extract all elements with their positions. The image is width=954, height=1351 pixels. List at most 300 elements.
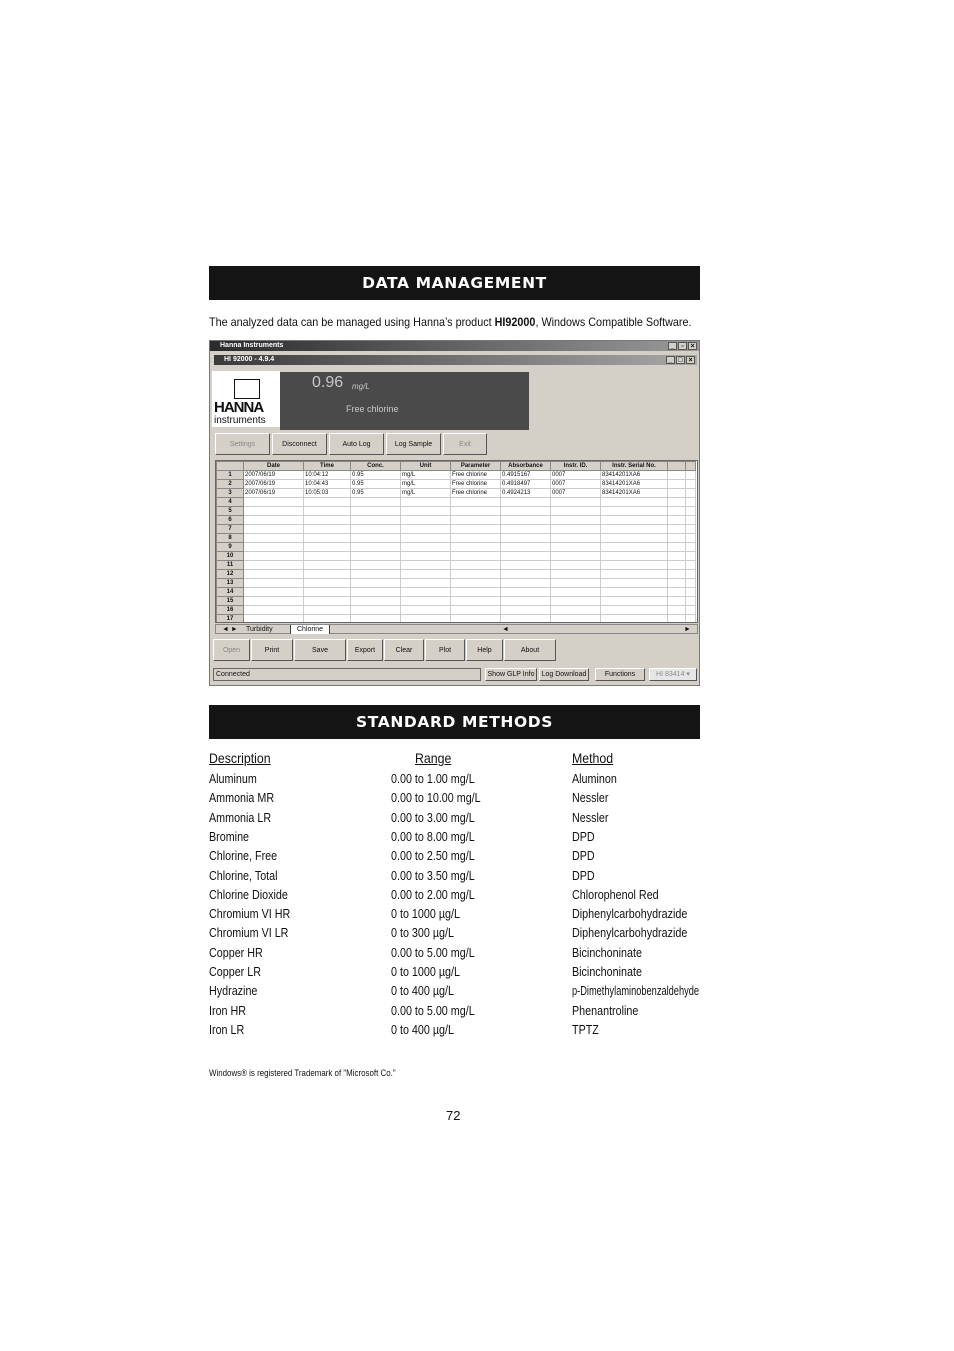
table-cell[interactable]: 2007/06/19 — [244, 480, 304, 489]
row-number: 9 — [217, 543, 244, 552]
table-cell[interactable] — [501, 615, 551, 624]
table-cell[interactable] — [551, 597, 601, 606]
table-cell[interactable] — [501, 579, 551, 588]
column-header[interactable]: Unit — [401, 462, 451, 471]
table-row[interactable] — [217, 507, 696, 516]
table-cell[interactable] — [501, 561, 551, 570]
table-cell[interactable] — [451, 552, 501, 561]
table-row[interactable] — [217, 534, 696, 543]
software-screenshot — [209, 340, 700, 686]
method-method: p-Dimethylaminobenzaldehyde — [572, 984, 700, 999]
table-cell[interactable] — [551, 606, 601, 615]
table-cell[interactable] — [401, 561, 451, 570]
about-button[interactable]: About — [504, 639, 556, 661]
log-download-button[interactable]: Log Download — [539, 668, 589, 681]
table-cell[interactable] — [351, 543, 401, 552]
table-cell[interactable]: 0007 — [551, 480, 601, 489]
table-cell[interactable] — [351, 597, 401, 606]
settings-button[interactable]: Settings — [215, 433, 270, 455]
table-cell[interactable]: 0.4915167 — [501, 471, 551, 480]
table-cell[interactable] — [501, 516, 551, 525]
table-cell[interactable] — [401, 498, 451, 507]
table-cell[interactable] — [668, 597, 686, 606]
table-cell[interactable] — [304, 570, 351, 579]
method-range: 0.00 to 3.50 mg/L — [391, 868, 475, 883]
column-header[interactable]: Conc. — [351, 462, 401, 471]
table-cell[interactable] — [551, 615, 601, 624]
table-row[interactable] — [217, 606, 696, 615]
inner-title-bar — [214, 355, 697, 365]
row-number: 12 — [217, 570, 244, 579]
table-cell[interactable] — [304, 507, 351, 516]
column-header[interactable]: Absorbance — [501, 462, 551, 471]
table-cell[interactable] — [551, 561, 601, 570]
table-cell[interactable] — [451, 561, 501, 570]
table-cell[interactable]: 83414201XA6 — [601, 471, 668, 480]
logo-barcode-icon — [234, 379, 260, 399]
table-cell[interactable] — [451, 507, 501, 516]
method-method: Bicinchoninate — [572, 945, 642, 960]
method-method: Bicinchoninate — [572, 965, 642, 979]
table-cell[interactable] — [501, 552, 551, 561]
table-cell[interactable] — [686, 543, 696, 552]
section-header-standard-methods — [209, 705, 700, 739]
table-cell[interactable] — [304, 561, 351, 570]
device-select[interactable]: HI 83414 ▾ — [649, 668, 697, 681]
table-cell[interactable] — [244, 615, 304, 624]
table-cell[interactable] — [451, 498, 501, 507]
table-cell[interactable]: mg/L — [401, 471, 451, 480]
log-sample-button[interactable]: Log Sample — [386, 433, 441, 455]
table-row[interactable] — [217, 615, 696, 624]
column-header[interactable]: Date — [244, 462, 304, 471]
table-cell[interactable] — [601, 534, 668, 543]
table-cell[interactable] — [451, 516, 501, 525]
method-row — [0, 869, 954, 888]
table-row[interactable] — [217, 552, 696, 561]
table-cell[interactable] — [601, 606, 668, 615]
table-cell[interactable] — [501, 570, 551, 579]
method-method: TPTZ — [572, 1022, 599, 1037]
row-number: 7 — [217, 525, 244, 534]
table-cell[interactable] — [551, 552, 601, 561]
table-cell[interactable] — [401, 525, 451, 534]
table-cell[interactable] — [244, 606, 304, 615]
table-cell[interactable] — [686, 489, 696, 498]
table-cell[interactable] — [451, 570, 501, 579]
column-header[interactable]: Instr. ID. — [551, 462, 601, 471]
table-cell[interactable] — [601, 570, 668, 579]
table-cell[interactable]: 0007 — [551, 471, 601, 480]
table-cell[interactable]: 2007/06/19 — [244, 489, 304, 498]
method-row — [0, 791, 954, 810]
table-cell[interactable] — [668, 498, 686, 507]
column-header[interactable]: Time — [304, 462, 351, 471]
table-cell[interactable]: mg/L — [401, 489, 451, 498]
table-cell[interactable] — [244, 588, 304, 597]
table-cell[interactable]: 0.95 — [351, 489, 401, 498]
method-range: 0.00 to 10.00 mg/L — [391, 791, 481, 806]
table-cell[interactable] — [668, 561, 686, 570]
column-header-method: Method — [572, 750, 614, 766]
method-range: 0 to 1000 µg/L — [391, 907, 460, 922]
table-cell[interactable] — [551, 498, 601, 507]
table-cell[interactable] — [686, 615, 696, 624]
table-cell[interactable] — [304, 552, 351, 561]
reading-display — [280, 372, 529, 430]
table-cell[interactable] — [244, 534, 304, 543]
restore-icon[interactable]: ▫ — [678, 342, 687, 350]
help-button[interactable]: Help — [466, 639, 503, 661]
method-method: Diphenylcarbohydrazide — [572, 926, 688, 941]
table-cell[interactable] — [601, 552, 668, 561]
table-cell[interactable] — [351, 525, 401, 534]
method-method: DPD — [572, 829, 595, 844]
method-description: Ammonia MR — [209, 791, 275, 806]
table-cell[interactable] — [501, 507, 551, 516]
table-cell[interactable] — [686, 498, 696, 507]
row-number: 3 — [217, 489, 244, 498]
table-cell[interactable] — [501, 498, 551, 507]
table-cell[interactable] — [304, 498, 351, 507]
table-cell[interactable] — [401, 534, 451, 543]
table-cell[interactable]: 0.95 — [351, 471, 401, 480]
table-cell[interactable] — [551, 534, 601, 543]
table-cell[interactable] — [244, 552, 304, 561]
method-method: DPD — [572, 849, 595, 864]
table-cell[interactable] — [551, 588, 601, 597]
table-cell[interactable] — [244, 543, 304, 552]
method-row — [0, 888, 954, 907]
hanna-logo — [212, 371, 280, 427]
bottom-button-row — [213, 639, 556, 661]
table-cell[interactable] — [668, 552, 686, 561]
section-title: STANDARD METHODS — [356, 713, 553, 731]
table-cell[interactable] — [451, 579, 501, 588]
table-cell[interactable] — [601, 498, 668, 507]
table-cell[interactable] — [601, 597, 668, 606]
table-row[interactable] — [217, 489, 696, 498]
row-number: 5 — [217, 507, 244, 516]
table-header-row — [217, 462, 696, 471]
export-button[interactable]: Export — [347, 639, 383, 661]
top-button-row — [215, 433, 487, 455]
tab-chlorine[interactable]: Chlorine — [290, 625, 330, 634]
table-cell[interactable] — [351, 552, 401, 561]
table-cell[interactable]: Free chlorine — [451, 471, 501, 480]
method-range: 0 to 1000 µg/L — [391, 965, 460, 979]
method-description: Chlorine, Total — [209, 868, 278, 883]
connection-status: Connected — [213, 668, 481, 681]
table-cell[interactable]: 2007/06/19 — [244, 471, 304, 480]
table-cell[interactable] — [686, 597, 696, 606]
method-description: Aluminum — [209, 772, 257, 786]
table-cell[interactable] — [351, 507, 401, 516]
table-cell[interactable] — [244, 525, 304, 534]
show-glp-info-button[interactable]: Show GLP Info — [485, 668, 537, 681]
table-cell[interactable] — [351, 534, 401, 543]
method-row — [0, 830, 954, 849]
method-range: 0.00 to 8.00 mg/L — [391, 829, 475, 844]
table-cell[interactable] — [601, 588, 668, 597]
table-cell[interactable] — [686, 534, 696, 543]
table-cell[interactable] — [668, 588, 686, 597]
table-cell[interactable] — [501, 588, 551, 597]
table-cell[interactable]: 0.4924213 — [501, 489, 551, 498]
outer-window-title: Hanna Instruments — [220, 342, 284, 349]
inner-maximize-icon[interactable]: □ — [676, 356, 685, 364]
table-cell[interactable] — [351, 570, 401, 579]
table-cell[interactable] — [401, 552, 451, 561]
table-cell[interactable] — [244, 561, 304, 570]
table-cell[interactable] — [668, 615, 686, 624]
inner-window-title: HI 92000 - 4.9.4 — [224, 356, 275, 363]
trademark-footnote: Windows® is registered Trademark of "Microsoft Co." — [209, 1068, 396, 1078]
table-cell[interactable] — [304, 516, 351, 525]
data-table — [216, 461, 696, 623]
horizontal-scrollbar-icon[interactable]: ◄ — [502, 626, 509, 633]
tab-turbidity[interactable]: Turbidity — [246, 626, 273, 633]
table-cell[interactable] — [401, 516, 451, 525]
table-cell[interactable] — [501, 543, 551, 552]
intro-text-before: The analyzed data can be managed using Hanna’s product — [209, 315, 495, 329]
table-cell[interactable] — [668, 606, 686, 615]
table-row[interactable] — [217, 480, 696, 489]
table-cell[interactable] — [686, 588, 696, 597]
method-row — [0, 926, 954, 945]
table-cell[interactable] — [601, 543, 668, 552]
method-range: 0 to 400 µg/L — [391, 984, 454, 999]
column-header[interactable]: Instr. Serial No. — [601, 462, 668, 471]
auto-log-button[interactable]: Auto Log — [329, 433, 384, 455]
minimize-icon[interactable]: _ — [668, 342, 677, 350]
table-cell[interactable] — [304, 579, 351, 588]
table-cell[interactable] — [686, 480, 696, 489]
table-row[interactable] — [217, 525, 696, 534]
table-cell[interactable] — [451, 543, 501, 552]
table-cell[interactable] — [551, 543, 601, 552]
inner-minimize-icon[interactable]: _ — [666, 356, 675, 364]
table-cell[interactable]: 10:05:03 — [304, 489, 351, 498]
table-cell[interactable] — [401, 507, 451, 516]
column-header — [686, 462, 696, 471]
table-cell[interactable] — [601, 561, 668, 570]
table-cell[interactable] — [686, 525, 696, 534]
column-header[interactable]: Parameter — [451, 462, 501, 471]
table-cell[interactable] — [401, 606, 451, 615]
table-cell[interactable] — [351, 561, 401, 570]
table-cell[interactable]: 0.95 — [351, 480, 401, 489]
method-description: Copper HR — [209, 945, 263, 960]
table-cell[interactable] — [451, 606, 501, 615]
table-cell[interactable] — [668, 471, 686, 480]
table-row[interactable] — [217, 588, 696, 597]
product-name: HI92000 — [494, 315, 536, 329]
table-cell[interactable] — [686, 561, 696, 570]
corner-cell — [217, 462, 244, 471]
row-number: 11 — [217, 561, 244, 570]
method-range: 0 to 400 µg/L — [391, 1022, 454, 1037]
table-cell[interactable] — [304, 534, 351, 543]
table-cell[interactable] — [668, 543, 686, 552]
method-description: Chlorine, Free — [209, 849, 278, 864]
table-cell[interactable] — [601, 507, 668, 516]
table-row[interactable] — [217, 597, 696, 606]
logo-subtext: instruments — [214, 415, 266, 426]
intro-text-after: , Windows Compatible Software. — [535, 315, 692, 329]
table-cell[interactable]: 83414201XA6 — [601, 489, 668, 498]
device-select-value: HI 83414 — [656, 671, 685, 678]
method-row — [0, 965, 954, 984]
table-row[interactable] — [217, 570, 696, 579]
method-method: Diphenylcarbohydrazide — [572, 907, 688, 922]
method-row — [0, 1004, 954, 1023]
table-cell[interactable] — [551, 570, 601, 579]
table-cell[interactable] — [451, 588, 501, 597]
table-cell[interactable] — [551, 507, 601, 516]
save-button[interactable]: Save — [294, 639, 346, 661]
table-cell[interactable] — [401, 579, 451, 588]
row-number: 1 — [217, 471, 244, 480]
table-cell[interactable] — [668, 534, 686, 543]
table-cell[interactable] — [244, 498, 304, 507]
table-cell[interactable] — [668, 507, 686, 516]
scroll-right-icon[interactable]: ► — [684, 626, 691, 633]
method-description: Chlorine Dioxide — [209, 887, 288, 902]
table-cell[interactable] — [244, 516, 304, 525]
table-cell[interactable] — [551, 516, 601, 525]
table-cell[interactable]: 10:04:43 — [304, 480, 351, 489]
table-cell[interactable]: 10:04:12 — [304, 471, 351, 480]
table-cell[interactable] — [401, 543, 451, 552]
table-cell[interactable]: 0007 — [551, 489, 601, 498]
table-cell[interactable] — [351, 498, 401, 507]
outer-title-bar — [210, 341, 699, 351]
method-row — [0, 1023, 954, 1042]
table-cell[interactable] — [244, 597, 304, 606]
method-range: 0.00 to 2.00 mg/L — [391, 887, 475, 902]
method-method: Nessler — [572, 791, 609, 806]
table-row[interactable] — [217, 579, 696, 588]
exit-button[interactable]: Exit — [443, 433, 487, 455]
table-cell[interactable] — [304, 588, 351, 597]
method-description: Copper LR — [209, 965, 261, 979]
table-cell[interactable] — [668, 489, 686, 498]
table-cell[interactable] — [551, 579, 601, 588]
table-cell[interactable] — [501, 525, 551, 534]
method-method: Nessler — [572, 810, 609, 825]
row-number: 8 — [217, 534, 244, 543]
table-cell[interactable] — [668, 525, 686, 534]
table-cell[interactable] — [601, 525, 668, 534]
table-cell[interactable] — [451, 534, 501, 543]
table-cell[interactable]: 0.4918497 — [501, 480, 551, 489]
method-range: 0.00 to 5.00 mg/L — [391, 945, 475, 960]
table-cell[interactable] — [551, 525, 601, 534]
table-cell[interactable] — [601, 516, 668, 525]
row-number: 17 — [217, 615, 244, 624]
table-cell[interactable] — [244, 507, 304, 516]
table-cell[interactable] — [401, 588, 451, 597]
section-title: DATA MANAGEMENT — [362, 274, 547, 292]
method-description: Iron LR — [209, 1022, 245, 1037]
table-cell[interactable] — [668, 516, 686, 525]
table-cell[interactable] — [244, 570, 304, 579]
data-grid[interactable] — [215, 460, 698, 623]
table-cell[interactable] — [304, 543, 351, 552]
disconnect-button[interactable]: Disconnect — [272, 433, 327, 455]
tab-scroll-left-icon[interactable]: ◄ ► — [222, 626, 238, 633]
table-row[interactable] — [217, 516, 696, 525]
table-cell[interactable] — [351, 579, 401, 588]
table-cell[interactable] — [668, 579, 686, 588]
table-cell[interactable] — [451, 615, 501, 624]
table-cell[interactable] — [304, 606, 351, 615]
table-cell[interactable] — [351, 615, 401, 624]
table-cell[interactable] — [501, 597, 551, 606]
table-cell[interactable] — [601, 579, 668, 588]
table-cell[interactable] — [686, 552, 696, 561]
table-cell[interactable] — [304, 615, 351, 624]
table-cell[interactable] — [686, 471, 696, 480]
plot-button[interactable]: Plot — [425, 639, 465, 661]
method-range: 0 to 300 µg/L — [391, 926, 454, 941]
clear-button[interactable]: Clear — [384, 639, 424, 661]
table-row[interactable] — [217, 498, 696, 507]
table-cell[interactable] — [668, 570, 686, 579]
table-row[interactable] — [217, 543, 696, 552]
table-cell[interactable] — [351, 606, 401, 615]
table-cell[interactable]: 83414201XA6 — [601, 480, 668, 489]
table-cell[interactable] — [501, 606, 551, 615]
table-cell[interactable] — [451, 597, 501, 606]
table-cell[interactable] — [686, 516, 696, 525]
table-cell[interactable] — [244, 579, 304, 588]
table-cell[interactable] — [501, 534, 551, 543]
table-cell[interactable] — [601, 615, 668, 624]
table-cell[interactable] — [351, 588, 401, 597]
table-cell[interactable]: mg/L — [401, 480, 451, 489]
table-cell[interactable] — [401, 570, 451, 579]
table-row[interactable] — [217, 561, 696, 570]
table-cell[interactable] — [351, 516, 401, 525]
print-button[interactable]: Print — [251, 639, 293, 661]
method-description: Hydrazine — [209, 984, 258, 999]
table-cell[interactable] — [668, 480, 686, 489]
table-cell[interactable] — [304, 525, 351, 534]
method-method: Chlorophenol Red — [572, 887, 659, 902]
table-cell[interactable] — [304, 597, 351, 606]
table-cell[interactable] — [686, 606, 696, 615]
table-cell[interactable] — [686, 579, 696, 588]
table-cell[interactable]: Free chlorine — [451, 489, 501, 498]
table-cell[interactable]: Free chlorine — [451, 480, 501, 489]
table-row[interactable] — [217, 471, 696, 480]
table-cell[interactable] — [401, 597, 451, 606]
inner-close-icon[interactable]: × — [686, 356, 695, 364]
close-icon[interactable]: × — [688, 342, 697, 350]
open-button[interactable]: Open — [213, 639, 250, 661]
table-cell[interactable] — [686, 570, 696, 579]
functions-button[interactable]: Functions — [595, 668, 645, 681]
method-row — [0, 849, 954, 868]
row-number: 4 — [217, 498, 244, 507]
method-description: Iron HR — [209, 1003, 247, 1018]
table-cell[interactable] — [686, 507, 696, 516]
table-cell[interactable] — [401, 615, 451, 624]
table-cell[interactable] — [451, 525, 501, 534]
method-range: 0.00 to 1.00 mg/L — [391, 772, 475, 786]
